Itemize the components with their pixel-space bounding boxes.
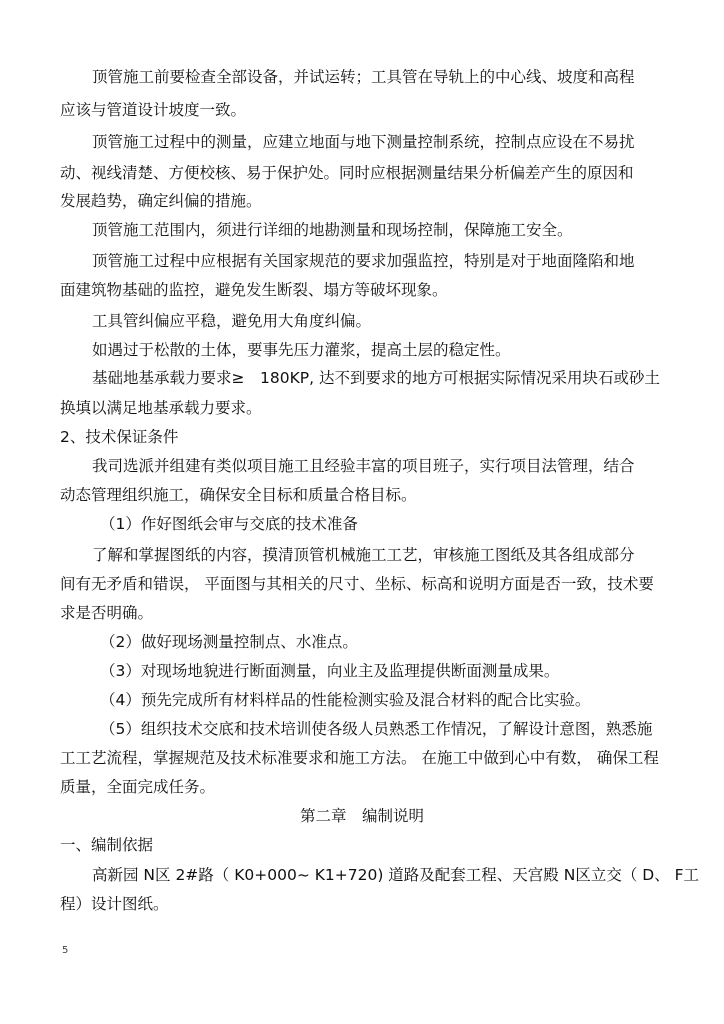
paragraph-line: 换填以满足地基承载力要求。: [60, 399, 262, 417]
list-item: （4）预先完成所有材料样品的性能检测实验及混合材料的配合比实验。: [100, 691, 591, 709]
paragraph-line: 发展趋势，确定纠偏的措施。: [60, 192, 262, 210]
paragraph-line: 顶管施工过程中应根据有关国家规范的要求加强监控，特别是对于地面隆陷和地: [92, 252, 635, 270]
paragraph-line: 顶管施工范围内，须进行详细的地勘测量和现场控制，保障施工安全。: [92, 221, 573, 239]
paragraph-line: 质量，全面完成任务。: [60, 778, 216, 796]
paragraph-line: 顶管施工过程中的测量，应建立地面与地下测量控制系统，控制点应设在不易扰: [92, 133, 635, 151]
list-item: （5）组织技术交底和技术培训使各级人员熟悉工作情况，了解设计意图，熟悉施: [100, 720, 653, 738]
paragraph-line: 求是否明确。: [60, 604, 154, 622]
paragraph-line: 我司选派并组建有类似项目施工且经验丰富的项目班子，实行项目法管理，结合: [92, 457, 635, 475]
section-heading: 一、编制依据: [60, 836, 154, 854]
paragraph-line: 间有无矛盾和错误， 平面图与其相关的尺寸、坐标、标高和说明方面是否一致，技术要: [60, 575, 654, 593]
paragraph-line: 工工艺流程，掌握规范及技术标准要求和施工方法。 在施工中做到心中有数， 确保工程: [60, 749, 659, 767]
paragraph-line: 如遇过于松散的土体，要事先压力灌浆，提高土层的稳定性。: [92, 341, 511, 359]
paragraph-line: 了解和掌握图纸的内容，摸清顶管机械施工工艺，审核施工图纸及其各组成部分: [92, 546, 635, 564]
paragraph-line: 动、视线清楚、方便校核、易于保护处。同时应根据测量结果分析偏差产生的原因和: [60, 164, 634, 182]
paragraph-line: 工具管纠偏应平稳，避免用大角度纠偏。: [92, 312, 372, 330]
paragraph-line: 顶管施工前要检查全部设备，并试运转；工具管在导轨上的中心线、坡度和高程: [92, 68, 635, 86]
paragraph-line: 高新园 N区 2#路（ K0+000~ K1+720) 道路及配套工程、天宫殿 N区立交（ D、 F工: [92, 866, 700, 884]
page-number: 5: [62, 945, 69, 956]
subsection-heading: （1）作好图纸会审与交底的技术准备: [100, 515, 358, 533]
list-item: （2）做好现场测量控制点、水准点。: [100, 633, 358, 651]
paragraph-line: 基础地基承载力要求≥ 180KP, 达不到要求的地方可根据实际情况采用块石或砂土: [92, 369, 660, 387]
paragraph-line: 动态管理组织施工，确保安全目标和质量合格目标。: [60, 486, 417, 504]
list-item: （3）对现场地貌进行断面测量，向业主及监理提供断面测量成果。: [100, 662, 560, 680]
chapter-title: 第二章 编制说明: [299, 807, 424, 825]
paragraph-line: 程）设计图纸。: [60, 895, 169, 913]
paragraph-line: 应该与管道设计坡度一致。: [60, 101, 247, 119]
paragraph-line: 面建筑物基础的监控，避免发生断裂、塌方等破坏现象。: [60, 281, 448, 299]
section-heading: 2、技术保证条件: [60, 428, 179, 446]
